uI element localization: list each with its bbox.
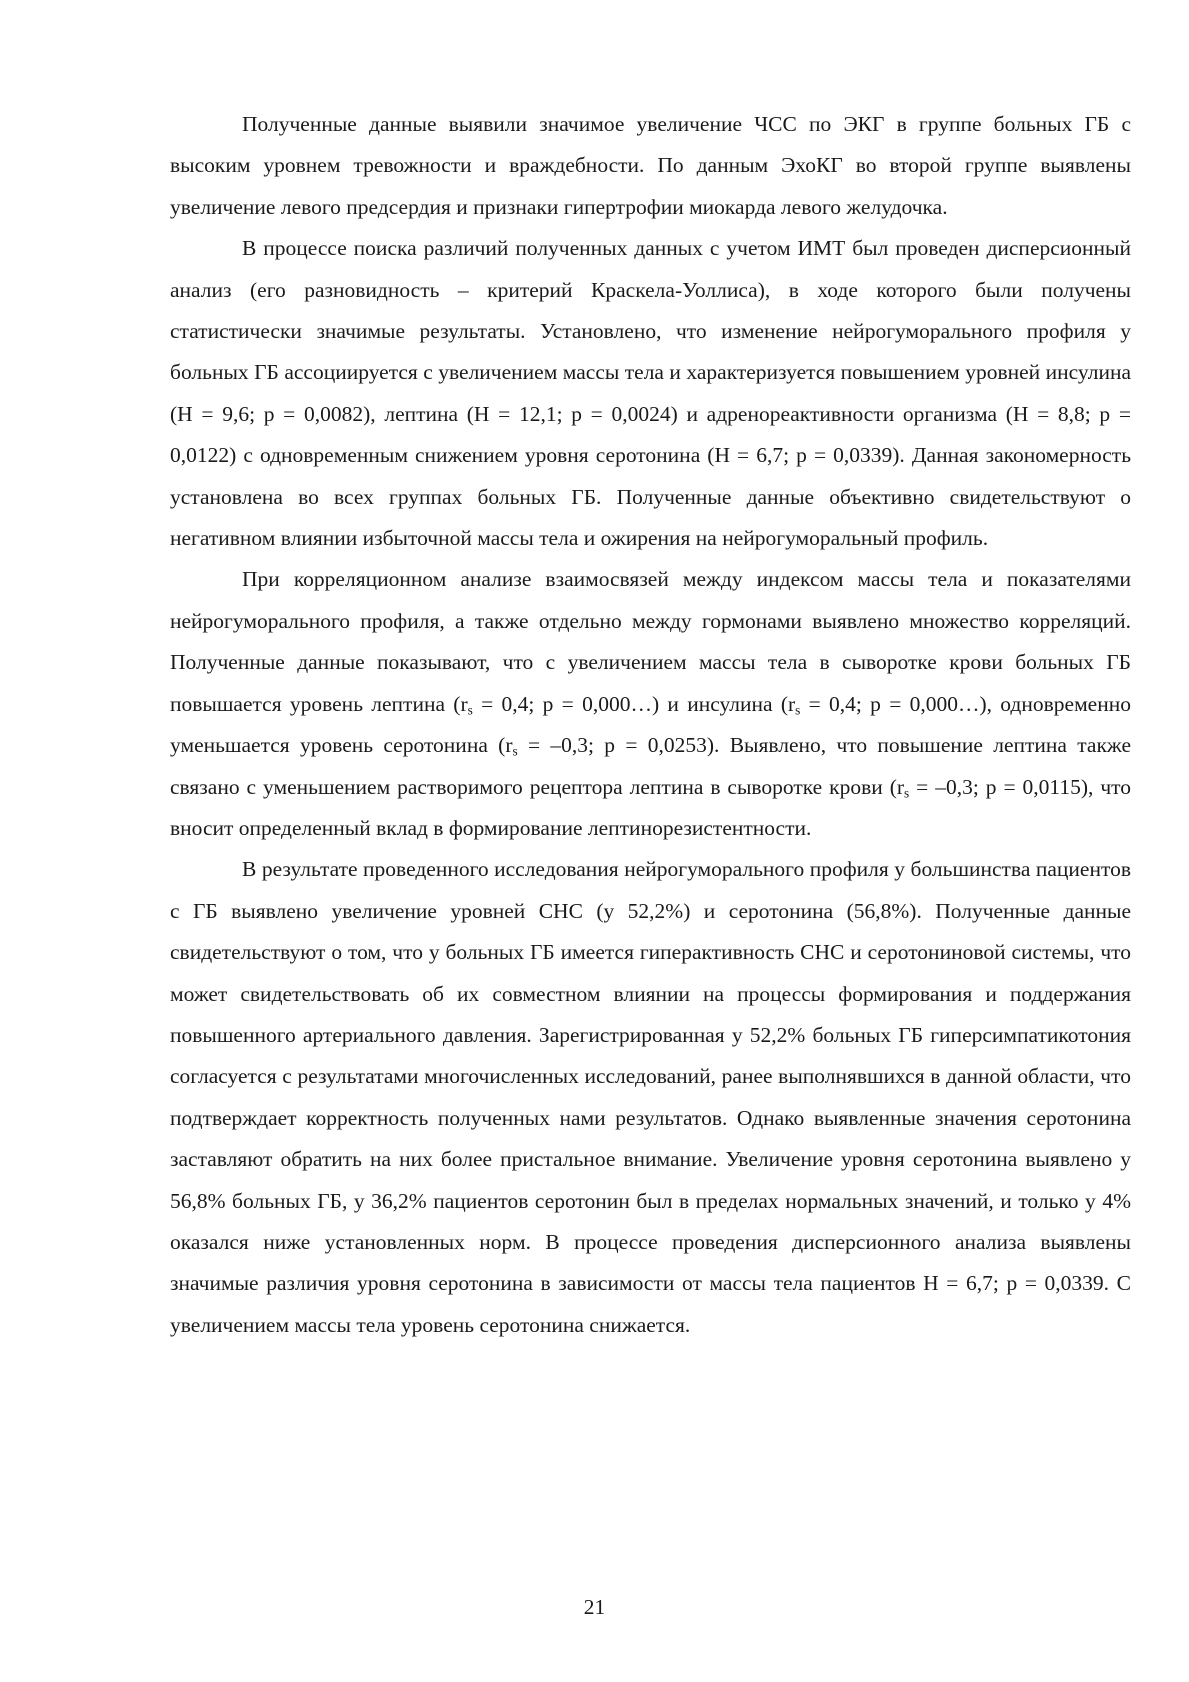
subscript-s: s [795, 702, 801, 718]
subscript-s: s [512, 743, 518, 759]
correlation-text-4: = –0,3; p = 0,0253). Выявлено, что повышение лептина также связано с уменьшением растворимого рецептора лептина в сыворотке крови (r [170, 733, 1132, 799]
correlation-text-2: = 0,4; p = 0,000…) и инсулина (r [472, 691, 796, 716]
paragraph-correlation-analysis [170, 559, 1131, 849]
page-number: 21 [583, 1595, 606, 1619]
correlation-text-5: = –0,3; p = 0,0115), что вносит определенный вклад в формирование лептинорезистентности. [170, 774, 1131, 840]
paragraph-dispersion-analysis: В процессе поиска различий полученных данных с учетом ИМТ был проведен дисперсионный анализ (его разновидность – критерий Краскела-Уоллиса), в ходе которого были получены статистически значимые результаты. Установлено, что изменение нейрогуморального профиля у больных ГБ ассоциируется с увеличением массы тела и характеризуется повышением уровней инсулина (H = 9,6; p = 0,0082), лептина (H = 12,1; p = 0,0024) и адренореактивности организма (H = 8,8; p = 0,0122) с одновременным снижением уровня серотонина (H = 6,7; p = 0,0339). Данная закономерность установлена во всех группах больных ГБ. Полученные данные объективно свидетельствуют о негативном влиянии избыточной массы тела и ожирения на нейрогуморальный профиль. [170, 236, 1131, 551]
subscript-s: s [467, 702, 473, 718]
paragraph-ecg-results: Полученные данные выявили значимое увеличение ЧСС по ЭКГ в группе больных ГБ с высоким уровнем тревожности и враждебности. По данным ЭхоКГ во второй группе выявлены увеличение левого предсердия и признаки гипертрофии миокарда левого желудочка. [170, 112, 1131, 219]
body-text [170, 104, 1131, 1346]
correlation-text-3: = 0,4; p = 0,000…), одновременно уменьшается уровень серотонина (r [170, 691, 1131, 758]
paragraph-study-results: В результате проведенного исследования нейрогуморального профиля у большинства пациентов с ГБ выявлено увеличение уровней СНС (у 52,2%) и серотонина (56,8%). Полученные данные свидетельствуют о том, что у больных ГБ имеется гиперактивность СНС и серотониновой системы, что может свидетельствовать об их совместном влиянии на процессы формирования и поддержания повышенного артериального давления. Зарегистрированная у 52,2% больных ГБ гиперсимпатикотония согласуется с результатами многочисленных исследований, ранее выполнявшихся в данной области, что подтверждает корректность полученных нами результатов. Однако выявленные значения серотонина заставляют обратить на них более пристальное внимание. Увеличение уровня серотонина выявлено у 56,8% больных ГБ, у 36,2% пациентов серотонин был в пределах нормальных значений, и только у 4% оказался ниже установленных норм. В процессе проведения дисперсионного анализа выявлены значимые различия уровня серотонина в зависимости от массы тела пациентов H = 6,7; p = 0,0339. С увеличением массы тела уровень серотонина снижается. [170, 857, 1131, 1337]
subscript-s: s [904, 784, 910, 800]
correlation-text-1: При корреляционном анализе взаимосвязей между индексом массы тела и показателями нейрогуморального профиля, а также отдельно между гормонами выявлено множество корреляций. Полученные данные показывают, что с увеличением массы тела в сыворотке крови больных ГБ повышается уровень лептина (r [170, 567, 1131, 716]
